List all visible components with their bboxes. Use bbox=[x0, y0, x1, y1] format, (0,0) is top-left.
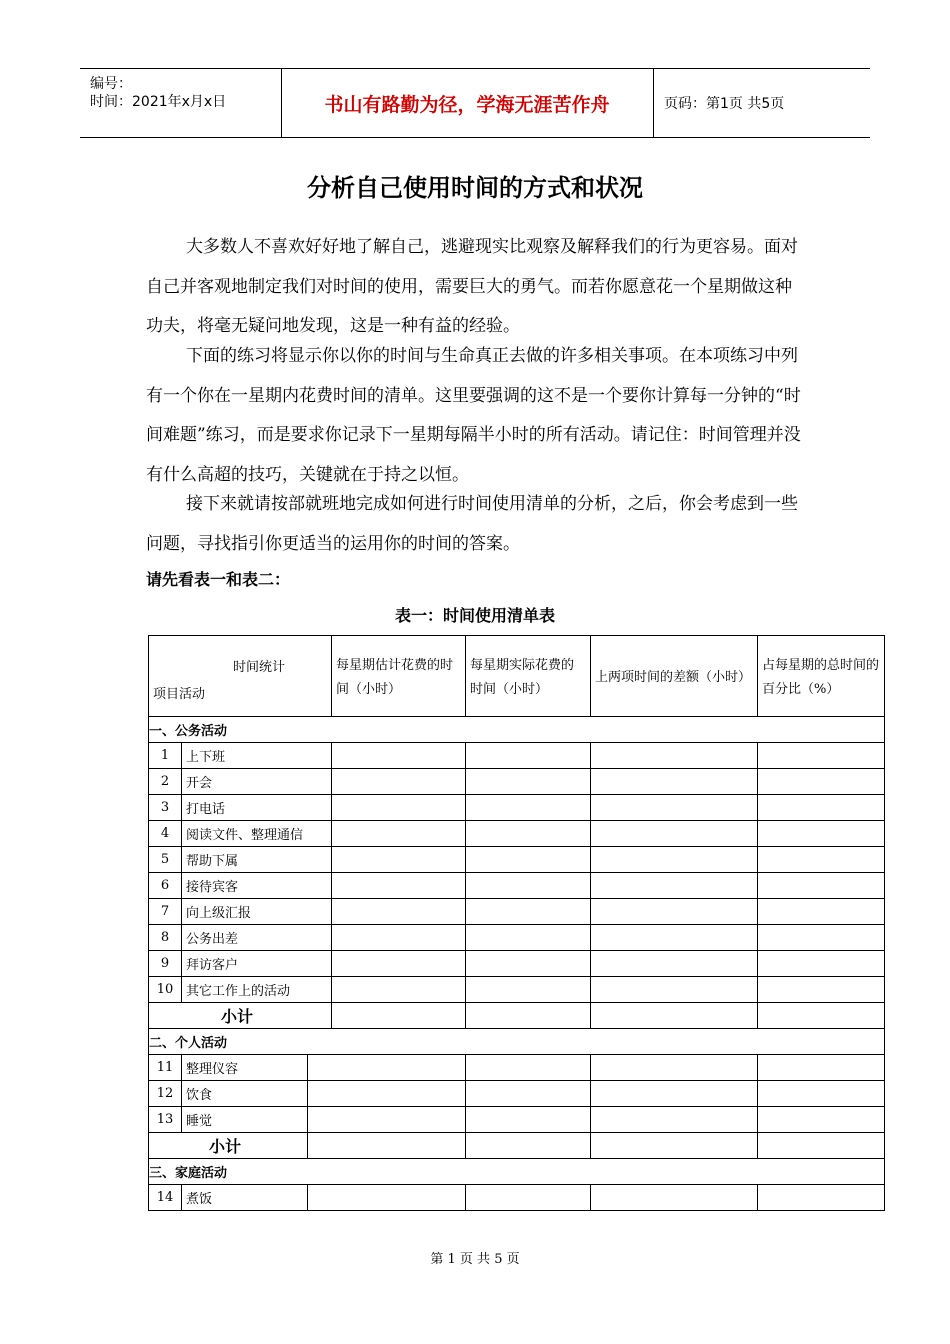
table-row bbox=[149, 821, 885, 847]
actual-hours-cell[interactable] bbox=[466, 1081, 591, 1107]
estimated-hours-cell[interactable] bbox=[332, 873, 466, 899]
table-row bbox=[149, 951, 885, 977]
row-number: 3 bbox=[149, 795, 182, 821]
percentage-cell[interactable] bbox=[758, 1055, 885, 1081]
corner-time-label: 时间统计 bbox=[233, 660, 286, 675]
doc-number-label: 编号： bbox=[90, 76, 132, 92]
difference-hours-cell[interactable] bbox=[591, 873, 758, 899]
difference-hours-cell[interactable] bbox=[591, 821, 758, 847]
table-row bbox=[149, 1107, 885, 1133]
row-number: 14 bbox=[149, 1185, 182, 1211]
estimated-hours-cell[interactable] bbox=[332, 951, 466, 977]
table-header-row bbox=[149, 636, 885, 717]
row-number: 1 bbox=[149, 743, 182, 769]
subtotal-label bbox=[149, 1133, 308, 1159]
row-number: 2 bbox=[149, 769, 182, 795]
estimated-hours-cell[interactable] bbox=[332, 899, 466, 925]
estimated-hours-cell[interactable] bbox=[308, 1107, 466, 1133]
col-header-difference: 上两项时间的差额（小时） bbox=[591, 636, 758, 717]
percentage-cell[interactable] bbox=[758, 899, 885, 925]
subtotal-row bbox=[149, 1003, 885, 1029]
difference-hours-cell[interactable] bbox=[591, 977, 758, 1003]
difference-hours-cell[interactable] bbox=[591, 951, 758, 977]
header-page-info: 页码：第1页 共5页 bbox=[664, 96, 785, 112]
row-number: 9 bbox=[149, 951, 182, 977]
table-row bbox=[149, 769, 885, 795]
table-corner-cell bbox=[149, 636, 332, 717]
corner-activity-label: 项目活动 bbox=[153, 687, 206, 702]
subtotal-label bbox=[149, 1003, 332, 1029]
percentage-cell[interactable] bbox=[758, 977, 885, 1003]
table-row bbox=[149, 925, 885, 951]
actual-hours-cell[interactable] bbox=[466, 1185, 591, 1211]
header-motto: 书山有路勤为径，学海无涯苦作舟 bbox=[281, 69, 654, 137]
row-activity: 向上级汇报 bbox=[182, 899, 332, 925]
page-footer: 第 1 页 共 5 页 bbox=[430, 1252, 520, 1267]
percentage-cell[interactable] bbox=[758, 769, 885, 795]
estimated-hours-cell[interactable] bbox=[308, 1185, 466, 1211]
actual-hours-cell[interactable] bbox=[466, 821, 591, 847]
difference-hours-cell[interactable] bbox=[591, 743, 758, 769]
table-row bbox=[149, 795, 885, 821]
difference-hours-cell[interactable] bbox=[591, 1081, 758, 1107]
row-number: 4 bbox=[149, 821, 182, 847]
difference-hours-cell[interactable] bbox=[591, 795, 758, 821]
difference-hours-cell[interactable] bbox=[591, 899, 758, 925]
subtotal-text: 小计 bbox=[221, 1007, 254, 1026]
row-activity: 上下班 bbox=[182, 743, 332, 769]
subtotal-percentage-cell[interactable] bbox=[758, 1003, 885, 1029]
row-number: 5 bbox=[149, 847, 182, 873]
row-activity: 煮饭 bbox=[182, 1185, 308, 1211]
row-activity: 睡觉 bbox=[182, 1107, 308, 1133]
row-activity: 接待宾客 bbox=[182, 873, 332, 899]
difference-hours-cell[interactable] bbox=[591, 1107, 758, 1133]
difference-hours-cell[interactable] bbox=[591, 847, 758, 873]
subtotal-estimated-cell[interactable] bbox=[308, 1133, 466, 1159]
actual-hours-cell[interactable] bbox=[466, 873, 591, 899]
estimated-hours-cell[interactable] bbox=[332, 743, 466, 769]
estimated-hours-cell[interactable] bbox=[308, 1081, 466, 1107]
subtotal-text: 小计 bbox=[209, 1137, 242, 1156]
table-row bbox=[149, 1055, 885, 1081]
row-activity: 其它工作上的活动 bbox=[182, 977, 332, 1003]
actual-hours-cell[interactable] bbox=[466, 899, 591, 925]
estimated-hours-cell[interactable] bbox=[332, 769, 466, 795]
subtotal-difference-cell[interactable] bbox=[591, 1133, 758, 1159]
header-meta bbox=[80, 69, 282, 137]
percentage-cell[interactable] bbox=[758, 821, 885, 847]
actual-hours-cell[interactable] bbox=[466, 795, 591, 821]
percentage-cell[interactable] bbox=[758, 1107, 885, 1133]
estimated-hours-cell[interactable] bbox=[332, 925, 466, 951]
table-row bbox=[149, 743, 885, 769]
section-title: 三、家庭活动 bbox=[149, 1159, 885, 1185]
row-number: 11 bbox=[149, 1055, 182, 1081]
subtotal-estimated-cell[interactable] bbox=[332, 1003, 466, 1029]
actual-hours-cell[interactable] bbox=[466, 977, 591, 1003]
table-row bbox=[149, 977, 885, 1003]
row-activity: 整理仪容 bbox=[182, 1055, 308, 1081]
col-header-actual: 每星期实际花费的时间（小时） bbox=[466, 636, 591, 717]
actual-hours-cell[interactable] bbox=[466, 925, 591, 951]
row-activity: 拜访客户 bbox=[182, 951, 332, 977]
percentage-cell[interactable] bbox=[758, 795, 885, 821]
row-number: 13 bbox=[149, 1107, 182, 1133]
time-usage-table bbox=[148, 635, 885, 1211]
table-row bbox=[149, 899, 885, 925]
actual-hours-cell[interactable] bbox=[466, 1055, 591, 1081]
row-number: 10 bbox=[149, 977, 182, 1003]
difference-hours-cell[interactable] bbox=[591, 1185, 758, 1211]
estimated-hours-cell[interactable] bbox=[332, 847, 466, 873]
table-row bbox=[149, 847, 885, 873]
estimated-hours-cell[interactable] bbox=[332, 821, 466, 847]
lead-text: 请先看表一和表二： bbox=[146, 570, 291, 589]
paragraph-2: 下面的练习将显示你以你的时间与生命真正去做的许多相关事项。在本项练习中列有一个你在一星期内花费时间的清单。这里要强调的这不是一个要你计算每一分钟的“时间难题”练习，而是要求你记录下一星期每隔半小时的所有活动。请记住：时间管理并没有什么高超的技巧，关键就在于持之以恒。 bbox=[146, 346, 801, 485]
subtotal-actual-cell[interactable] bbox=[466, 1133, 591, 1159]
col-header-percentage: 占每星期的总时间的百分比（%） bbox=[758, 636, 885, 717]
percentage-cell[interactable] bbox=[758, 873, 885, 899]
row-number: 7 bbox=[149, 899, 182, 925]
percentage-cell[interactable] bbox=[758, 847, 885, 873]
percentage-cell[interactable] bbox=[758, 743, 885, 769]
subtotal-difference-cell[interactable] bbox=[591, 1003, 758, 1029]
section-title: 二、个人活动 bbox=[149, 1029, 885, 1055]
row-number: 12 bbox=[149, 1081, 182, 1107]
document-title: 分析自己使用时间的方式和状况 bbox=[307, 174, 643, 202]
actual-hours-cell[interactable] bbox=[466, 743, 591, 769]
difference-hours-cell[interactable] bbox=[591, 1055, 758, 1081]
section-row bbox=[149, 1159, 885, 1185]
row-activity: 公务出差 bbox=[182, 925, 332, 951]
col-header-estimated: 每星期估计花费的时间（小时） bbox=[332, 636, 466, 717]
row-activity: 打电话 bbox=[182, 795, 332, 821]
estimated-hours-cell[interactable] bbox=[308, 1055, 466, 1081]
section-row bbox=[149, 1029, 885, 1055]
paragraph-1: 大多数人不喜欢好好地了解自己，逃避现实比观察及解释我们的行为更容易。面对自己并客观地制定我们对时间的使用，需要巨大的勇气。而若你愿意花一个星期做这种功夫，将毫无疑问地发现，这是一种有益的经验。 bbox=[146, 237, 798, 336]
difference-hours-cell[interactable] bbox=[591, 925, 758, 951]
subtotal-percentage-cell[interactable] bbox=[758, 1133, 885, 1159]
row-activity: 阅读文件、整理通信 bbox=[182, 821, 332, 847]
doc-date: 时间：2021年x月x日 bbox=[90, 94, 227, 110]
difference-hours-cell[interactable] bbox=[591, 769, 758, 795]
paragraph-3: 接下来就请按部就班地完成如何进行时间使用清单的分析，之后，你会考虑到一些问题，寻找指引你更适当的运用你的时间的答案。 bbox=[146, 494, 798, 554]
percentage-cell[interactable] bbox=[758, 1185, 885, 1211]
subtotal-row bbox=[149, 1133, 885, 1159]
table-row bbox=[149, 1185, 885, 1211]
percentage-cell[interactable] bbox=[758, 951, 885, 977]
actual-hours-cell[interactable] bbox=[466, 1107, 591, 1133]
table-caption: 表一：时间使用清单表 bbox=[394, 606, 555, 625]
section-row bbox=[149, 717, 885, 743]
estimated-hours-cell[interactable] bbox=[332, 977, 466, 1003]
table-row bbox=[149, 1081, 885, 1107]
row-activity: 饮食 bbox=[182, 1081, 308, 1107]
row-activity: 帮助下属 bbox=[182, 847, 332, 873]
row-activity: 开会 bbox=[182, 769, 332, 795]
row-number: 8 bbox=[149, 925, 182, 951]
actual-hours-cell[interactable] bbox=[466, 769, 591, 795]
actual-hours-cell[interactable] bbox=[466, 951, 591, 977]
percentage-cell[interactable] bbox=[758, 1081, 885, 1107]
estimated-hours-cell[interactable] bbox=[332, 795, 466, 821]
percentage-cell[interactable] bbox=[758, 925, 885, 951]
section-title: 一、公务活动 bbox=[149, 717, 885, 743]
subtotal-actual-cell[interactable] bbox=[466, 1003, 591, 1029]
page-header bbox=[80, 68, 870, 138]
table-row bbox=[149, 873, 885, 899]
row-number: 6 bbox=[149, 873, 182, 899]
actual-hours-cell[interactable] bbox=[466, 847, 591, 873]
